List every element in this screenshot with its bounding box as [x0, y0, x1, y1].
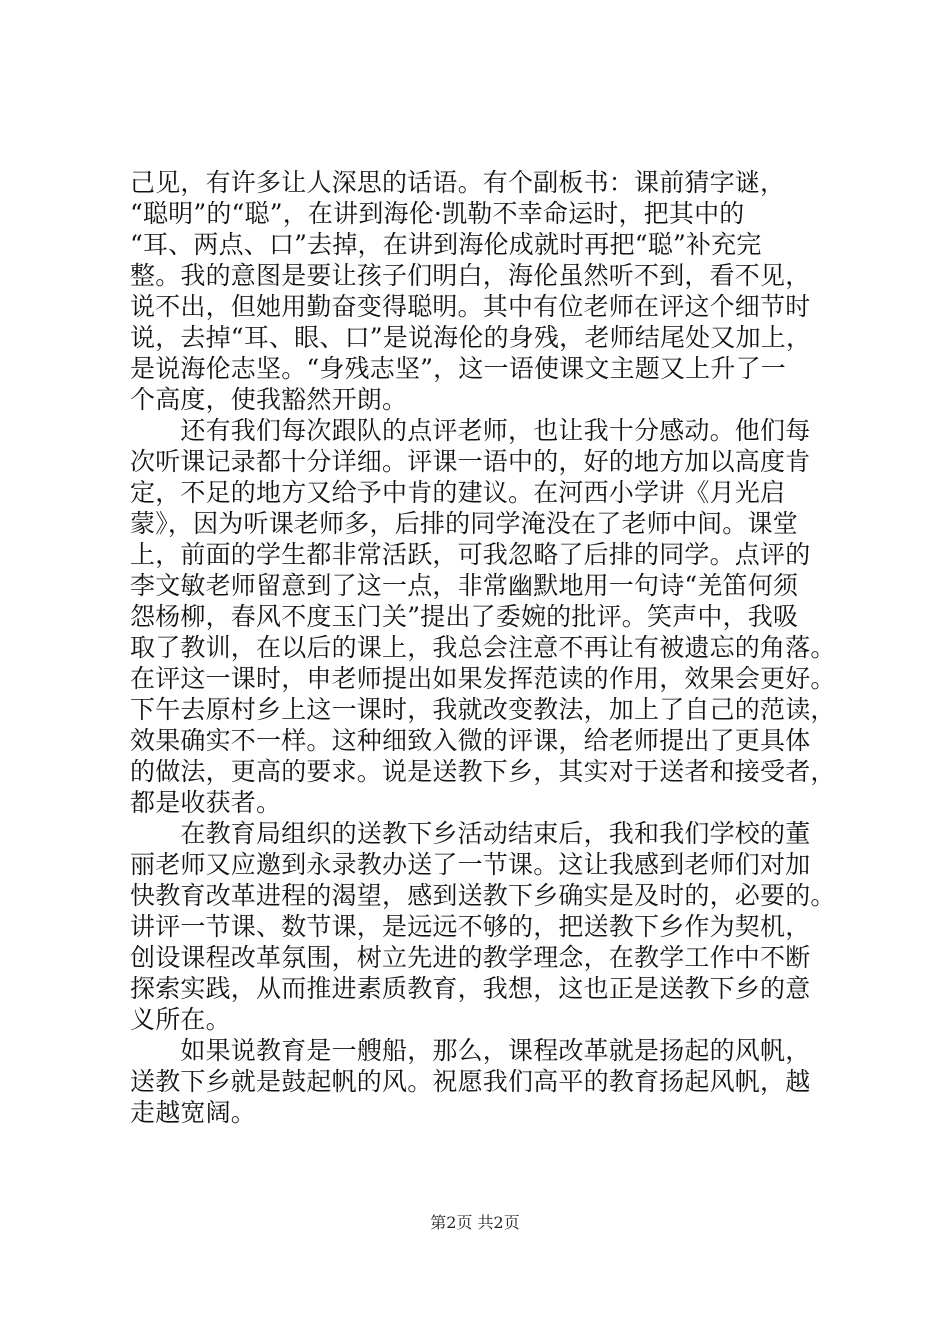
- text-line: 效果确实不一样。这种细致入微的评课，给老师提出了更具体: [130, 726, 811, 755]
- text-line: 李文敏老师留意到了这一点，非常幽默地用一句诗“羌笛何须: [130, 571, 799, 600]
- text-line: 取了教训，在以后的课上，我总会注意不再让有被遗忘的角落。: [130, 633, 836, 662]
- text-line: 的做法，更高的要求。说是送教下乡，其实对于送者和接受者，: [130, 757, 836, 786]
- text-line: 走越宽阔。: [130, 1098, 257, 1127]
- text-line: 都是收获者。: [130, 788, 282, 817]
- text-line: 蒙》，因为听课老师多，后排的同学淹没在了老师中间。课堂: [130, 509, 798, 538]
- text-line: 定，不足的地方又给予中肯的建议。在河西小学讲《月光启: [130, 478, 786, 507]
- text-line: “聪明”的“聪”，在讲到海伦·凯勒不幸命运时，把其中的: [130, 199, 745, 228]
- text-line: 个高度，使我豁然开朗。: [130, 385, 408, 414]
- text-line: 怨杨柳，春风不度玉门关”提出了委婉的批评。笑声中，我吸: [130, 602, 799, 631]
- text-line: 己见，有许多让人深思的话语。有个副板书：课前猜字谜，: [130, 168, 786, 197]
- text-line: 探索实践，从而推进素质教育，我想，这也正是送教下乡的意: [130, 974, 811, 1003]
- page-number: 第2页 共2页: [430, 1213, 520, 1232]
- text-line: 创设课程改革氛围，树立先进的教学理念，在教学工作中不断: [130, 943, 811, 972]
- text-line: 如果说教育是一艘船，那么，课程改革就是扬起的风帆，: [130, 1036, 811, 1065]
- text-line: 说，去掉“耳、眼、口”是说海伦的身残，老师结尾处又加上，: [130, 323, 812, 352]
- text-line: 下午去原村乡上这一课时，我就改变教法，加上了自己的范读，: [130, 695, 836, 724]
- text-line: 义所在。: [130, 1005, 231, 1034]
- text-line: “耳、两点、口”去掉，在讲到海伦成就时再把“聪”补充完: [130, 230, 762, 259]
- text-line: 还有我们每次跟队的点评老师，也让我十分感动。他们每: [130, 416, 811, 445]
- page-footer: [0, 1212, 950, 1234]
- text-line: 送教下乡就是鼓起帆的风。祝愿我们高平的教育扬起风帆，越: [130, 1067, 811, 1096]
- text-line: 整。我的意图是要让孩子们明白，海伦虽然听不到，看不见，: [130, 261, 811, 290]
- document-body: [130, 167, 836, 1128]
- text-line: 说不出，但她用勤奋变得聪明。其中有位老师在评这个细节时: [130, 292, 811, 321]
- text-line: 上，前面的学生都非常活跃，可我忽略了后排的同学。点评的: [130, 540, 811, 569]
- text-line: 在教育局组织的送教下乡活动结束后，我和我们学校的董: [130, 819, 811, 848]
- text-line: 丽老师又应邀到永录教办送了一节课。这让我感到老师们对加: [130, 850, 811, 879]
- text-line: 次听课记录都十分详细。评课一语中的，好的地方加以高度肯: [130, 447, 811, 476]
- text-line: 是说海伦志坚。“身残志坚”，这一语使课文主题又上升了一: [130, 354, 786, 383]
- text-line: 快教育改革进程的渴望，感到送教下乡确实是及时的，必要的。: [130, 881, 836, 910]
- text-line: 讲评一节课、数节课，是远远不够的，把送教下乡作为契机，: [130, 912, 811, 941]
- text-line: 在评这一课时，申老师提出如果发挥范读的作用，效果会更好。: [130, 664, 836, 693]
